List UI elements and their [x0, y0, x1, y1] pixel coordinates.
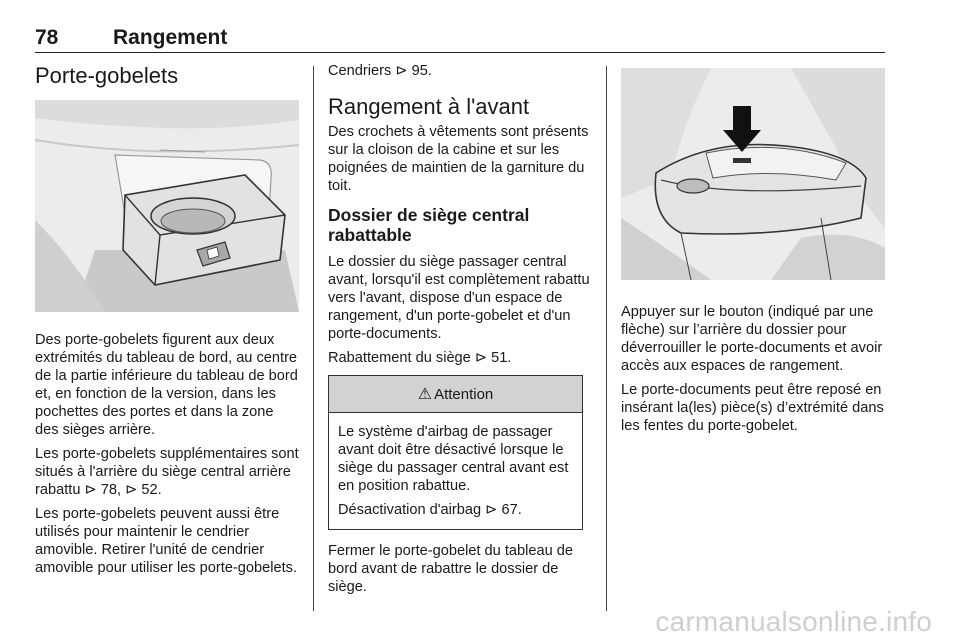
column-2 [328, 62, 591, 596]
paragraph: Les porte-gobelets peuvent aussi être utilisés pour maintenir le cendrier amovible. Retirer l'unité de cendrier amovible pour utiliser les porte-gobelets. [35, 506, 298, 576]
running-title: Rangement [113, 26, 228, 49]
warning-icon: ⚠ [417, 386, 433, 403]
attention-box [328, 375, 583, 530]
attention-body [329, 413, 582, 529]
column-divider [606, 66, 607, 611]
seat-backrest-illustration [621, 68, 885, 280]
paragraph: Rabattement du siège ⊳ 51. [328, 350, 512, 366]
subheading-folding-seat: Dossier de siège central rabattable [328, 205, 530, 245]
watermark: carmanualsonline.info [655, 606, 932, 637]
page-header [35, 22, 885, 53]
paragraph: Des porte-gobelets figurent aux deux extrémités du tableau de bord, au centre de la partie inférieure du tableau de bord et, en fonction de la version, dans les pochettes des portes et dans la zone des sièges arrière. [35, 332, 298, 438]
section-heading-cup-holders: Porte-gobelets [35, 63, 179, 88]
paragraph: Appuyer sur le bouton (indiqué par une flèche) sur l’arrière du dossier pour déverrouiller le porte-documents et avoir accès aux espaces de rangement. [621, 304, 883, 374]
column-3 [621, 62, 886, 435]
section-heading-front-storage: Rangement à l'avant [328, 94, 530, 119]
paragraph: Des crochets à vêtements sont présents sur la cloison de la cabine et sur les poignées de maintien de la garniture du toit. [328, 124, 589, 194]
column-divider [313, 66, 314, 611]
cup-holder-illustration [35, 100, 299, 312]
paragraph: Fermer le porte-gobelet du tableau de bord avant de rabattre le dossier de siège. [328, 543, 574, 595]
paragraph: Le porte-documents peut être reposé en insérant la(les) pièce(s) d’extrémité dans les fentes du porte-gobelet. [621, 382, 884, 434]
page-number: 78 [35, 26, 59, 49]
paragraph: Le dossier du siège passager central avant, lorsqu'il est complètement rabattu vers l'avant, dispose d'un espace de rangement, d'un porte-gobelet et d'un porte-documents. [328, 254, 590, 342]
paragraph: Les porte-gobelets supplémentaires sont situés à l'arrière du siège central arrière rabattu ⊳ 78, ⊳ 52. [35, 446, 299, 498]
attention-text: Désactivation d'airbag ⊳ 67. [338, 502, 522, 518]
attention-title: Attention [434, 385, 494, 403]
column-1 [35, 62, 299, 577]
attention-header [329, 376, 582, 413]
attention-text: Le système d'airbag de passager avant doit être désactivé lorsque le siège du passager central avant est en position rabattue. [338, 424, 569, 494]
paragraph: Cendriers ⊳ 95. [328, 63, 432, 79]
